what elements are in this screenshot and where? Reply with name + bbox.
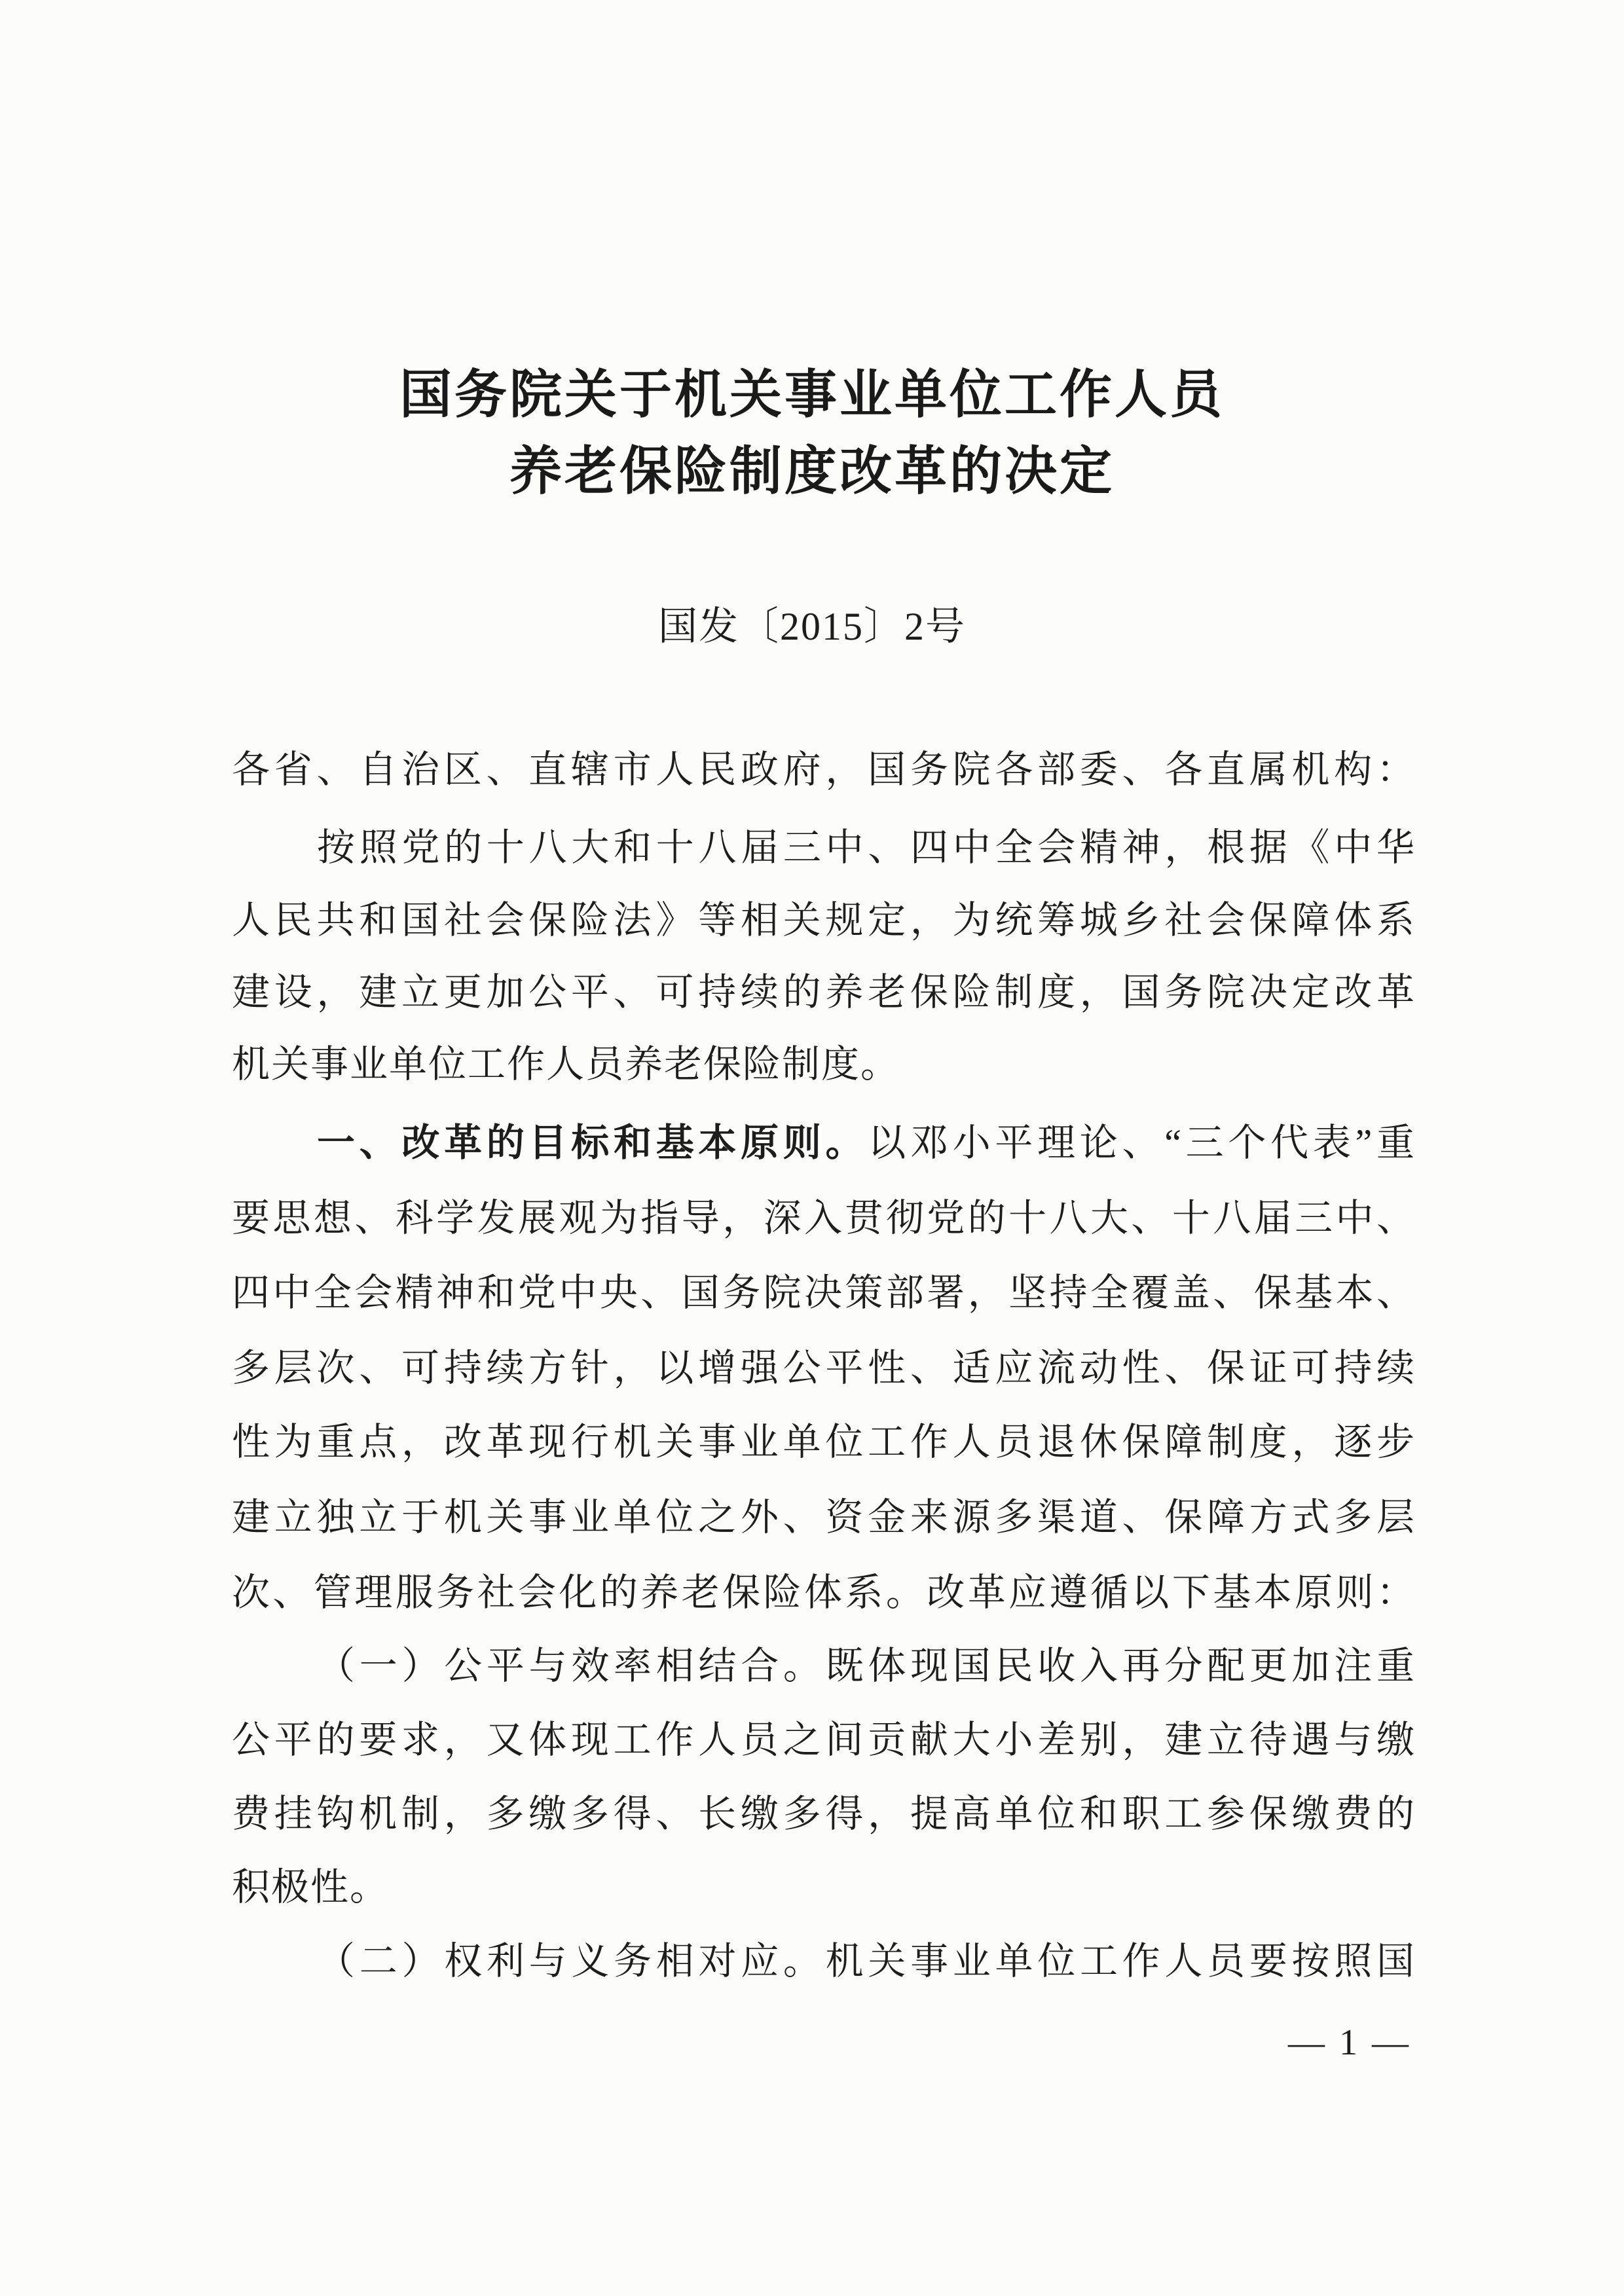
addressee: 各省、自治区、直辖市人民政府，国务院各部委、各直属机构： [232,748,1416,791]
title-line-2: 养老保险制度改革的决定 [509,443,1115,501]
section1-line: 要思想、科学发展观为指导，深入贯彻党的十八大、十八届三中、 [232,1197,1416,1239]
preamble-line: 机关事业单位工作人员养老保险制度。 [232,1043,900,1085]
document-number: 国发〔2015〕2号 [658,605,966,648]
principle1-line: （一）公平与效率相结合。既体现国民收入再分配更加注重 [317,1645,1416,1687]
principle1-line: 公平的要求，又体现工作人员之间贡献大小差别，建立待遇与缴 [232,1719,1416,1761]
preamble-line: 人民共和国社会保险法》等相关规定，为统筹城乡社会保障体系 [232,899,1416,941]
section1-line: 建立独立于机关事业单位之外、资金来源多渠道、保障方式多层 [232,1496,1416,1539]
section1-first-line [317,1123,1416,1163]
section1-line: 多层次、可持续方针，以增强公平性、适应流动性、保证可持续 [232,1347,1416,1389]
section1-heading: 一、改革的目标和基本原则。 [317,1121,868,1164]
section1-line: 四中全会精神和党中央、国务院决策部署，坚持全覆盖、保基本、 [232,1271,1416,1314]
principle1-line: 积极性。 [232,1866,390,1908]
principle2-line: （二）权利与义务相对应。机关事业单位工作人员要按照国 [317,1940,1416,1982]
section1-line: 以邓小平理论、“三个代表”重 [868,1121,1416,1164]
principle1-line: 费挂钩机制，多缴多得、长缴多得，提高单位和职工参保缴费的 [232,1793,1416,1835]
preamble-line: 建设，建立更加公平、可持续的养老保险制度，国务院决定改革 [232,971,1416,1013]
title-line-1: 国务院关于机关事业单位工作人员 [399,367,1225,424]
section1-line: 性为重点，改革现行机关事业单位工作人员退休保障制度，逐步 [232,1421,1416,1463]
preamble-line: 按照党的十八大和十八届三中、四中全会精神，根据《中华 [317,826,1416,869]
section1-line: 次、管理服务社会化的养老保险体系。改革应遵循以下基本原则： [232,1571,1416,1614]
page-number: — 1 — [1288,2022,1411,2063]
